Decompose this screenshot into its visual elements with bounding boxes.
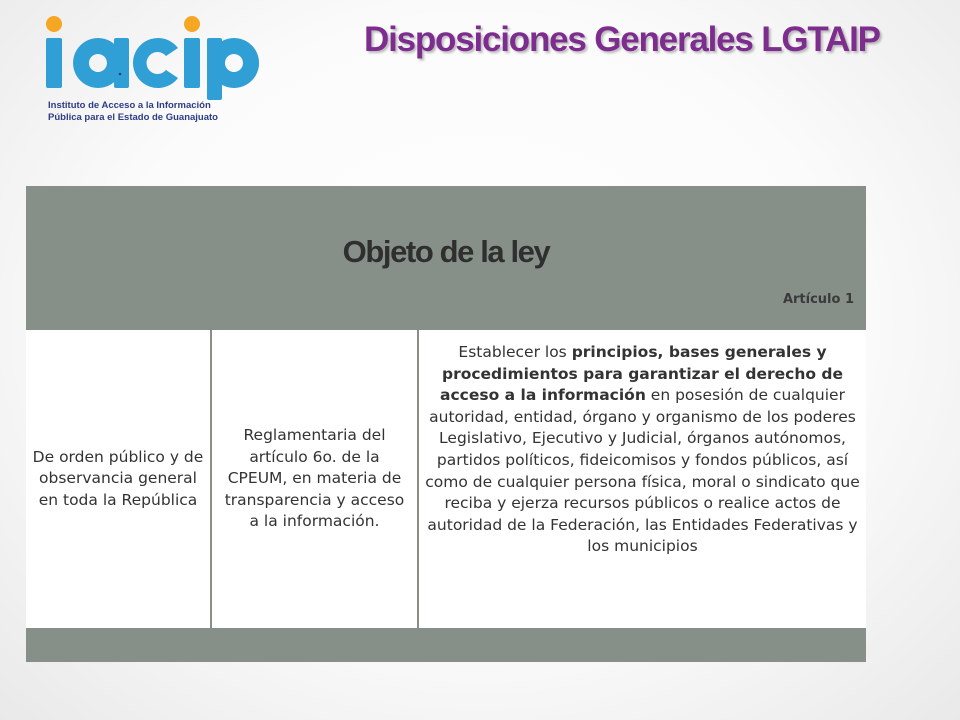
box-orden-publico xyxy=(26,330,210,628)
iacip-logo xyxy=(40,8,270,133)
box3-part2-strong: principios, bases generales y procedimientos para garantizar el derecho de acceso a la información xyxy=(440,343,844,405)
logo-caption xyxy=(48,100,278,124)
logo-caption-prefix: Pública para el Estado de xyxy=(48,112,166,123)
box-reglamentaria-text: Reglamentaria del artículo 6o. de la CPEUM, en materia de transparencia y acceso a la información. xyxy=(224,426,405,531)
box-orden-publico-text: De orden público y de observancia general en toda la República xyxy=(32,447,204,509)
logo-caption-line1: Instituto de Acceso a la Información xyxy=(48,100,211,111)
slide-title: Disposiciones Generales LGTAIP xyxy=(364,20,880,59)
box-establecer-principios-text xyxy=(425,342,860,558)
panel-subtitle: Artículo 1 xyxy=(782,292,854,307)
box-reglamentaria xyxy=(212,330,417,628)
panel-title: Objeto de la ley xyxy=(342,234,550,269)
box-establecer-principios xyxy=(419,330,866,628)
objeto-de-la-ley-panel xyxy=(26,186,866,662)
logo-caption-state: Guanajuato xyxy=(165,112,218,123)
iacip-wordmark-icon xyxy=(40,8,270,100)
logo-caption-line2 xyxy=(48,112,278,124)
box3-part1: Establecer los xyxy=(458,343,572,361)
box3-part3: en posesión de cualquier autoridad, entidad, órgano y organismo de los poderes Legislativo, Ejecutivo y Judicial, órganos autónomos, partidos políticos, fideicomisos y fondos públicos, así como de cualquier persona física, moral o sindicato que reciba y ejerza recursos públicos o realice actos de autoridad de la Federación, las Entidades Federativas y los municipios xyxy=(425,386,860,556)
